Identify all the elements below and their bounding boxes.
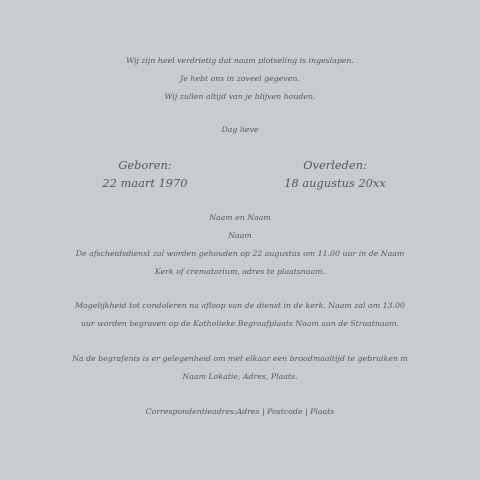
correspondence-address xyxy=(0,403,480,421)
reception-line-2: Naam Lokatie, Adres, Plaats. xyxy=(182,372,298,381)
intro-line-1: Wij zijn heel verdrietig dat naam plotseling is ingeslapen. xyxy=(126,56,354,65)
correspondence-text: Correspondentieadres:Adres | Postcode | Plaats xyxy=(145,407,335,416)
names-line-2: Naam xyxy=(228,231,252,240)
names-line-1: Naam en Naam xyxy=(209,213,271,222)
reception-text xyxy=(0,350,480,386)
dates-section xyxy=(0,156,480,192)
intro-line-2: Je hebt ons in zoveel gegeven. xyxy=(180,74,300,83)
greeting-text: Dag lieve xyxy=(221,125,259,134)
died-label: Overleden: xyxy=(303,158,367,172)
born-label: Geboren: xyxy=(118,158,172,172)
condolence-text xyxy=(0,297,480,333)
born-date: 22 maart 1970 xyxy=(102,176,188,190)
funeral-line-1: De afscheidsdienst zal worden gehouden op 22 augustus om 11.00 uur in de Naam xyxy=(75,249,405,258)
names-and-funeral xyxy=(0,209,480,281)
greeting xyxy=(0,121,480,139)
condolence-line-1: Mogelijkheid tot condoleren na afloop van de dienst in de kerk. Naam zal om 13.00 xyxy=(75,301,405,310)
reception-line-1: Na de begrafenis is er gelegenheid om met elkaar een broodmaaltijd te gebruiken in xyxy=(72,354,408,363)
died-column xyxy=(275,156,395,192)
funeral-line-2: Kerk of crematorium, adres te plaatsnaam. xyxy=(154,267,326,276)
condolence-line-2: uur worden begraven op de Katholieke Begraafplaats Naam aan de Straatnaam. xyxy=(80,319,400,328)
intro-line-3: Wij zullen altijd van je blijven houden. xyxy=(164,92,316,101)
born-column xyxy=(85,156,205,192)
intro-text xyxy=(0,52,480,106)
died-date: 18 augustus 20xx xyxy=(284,176,386,190)
